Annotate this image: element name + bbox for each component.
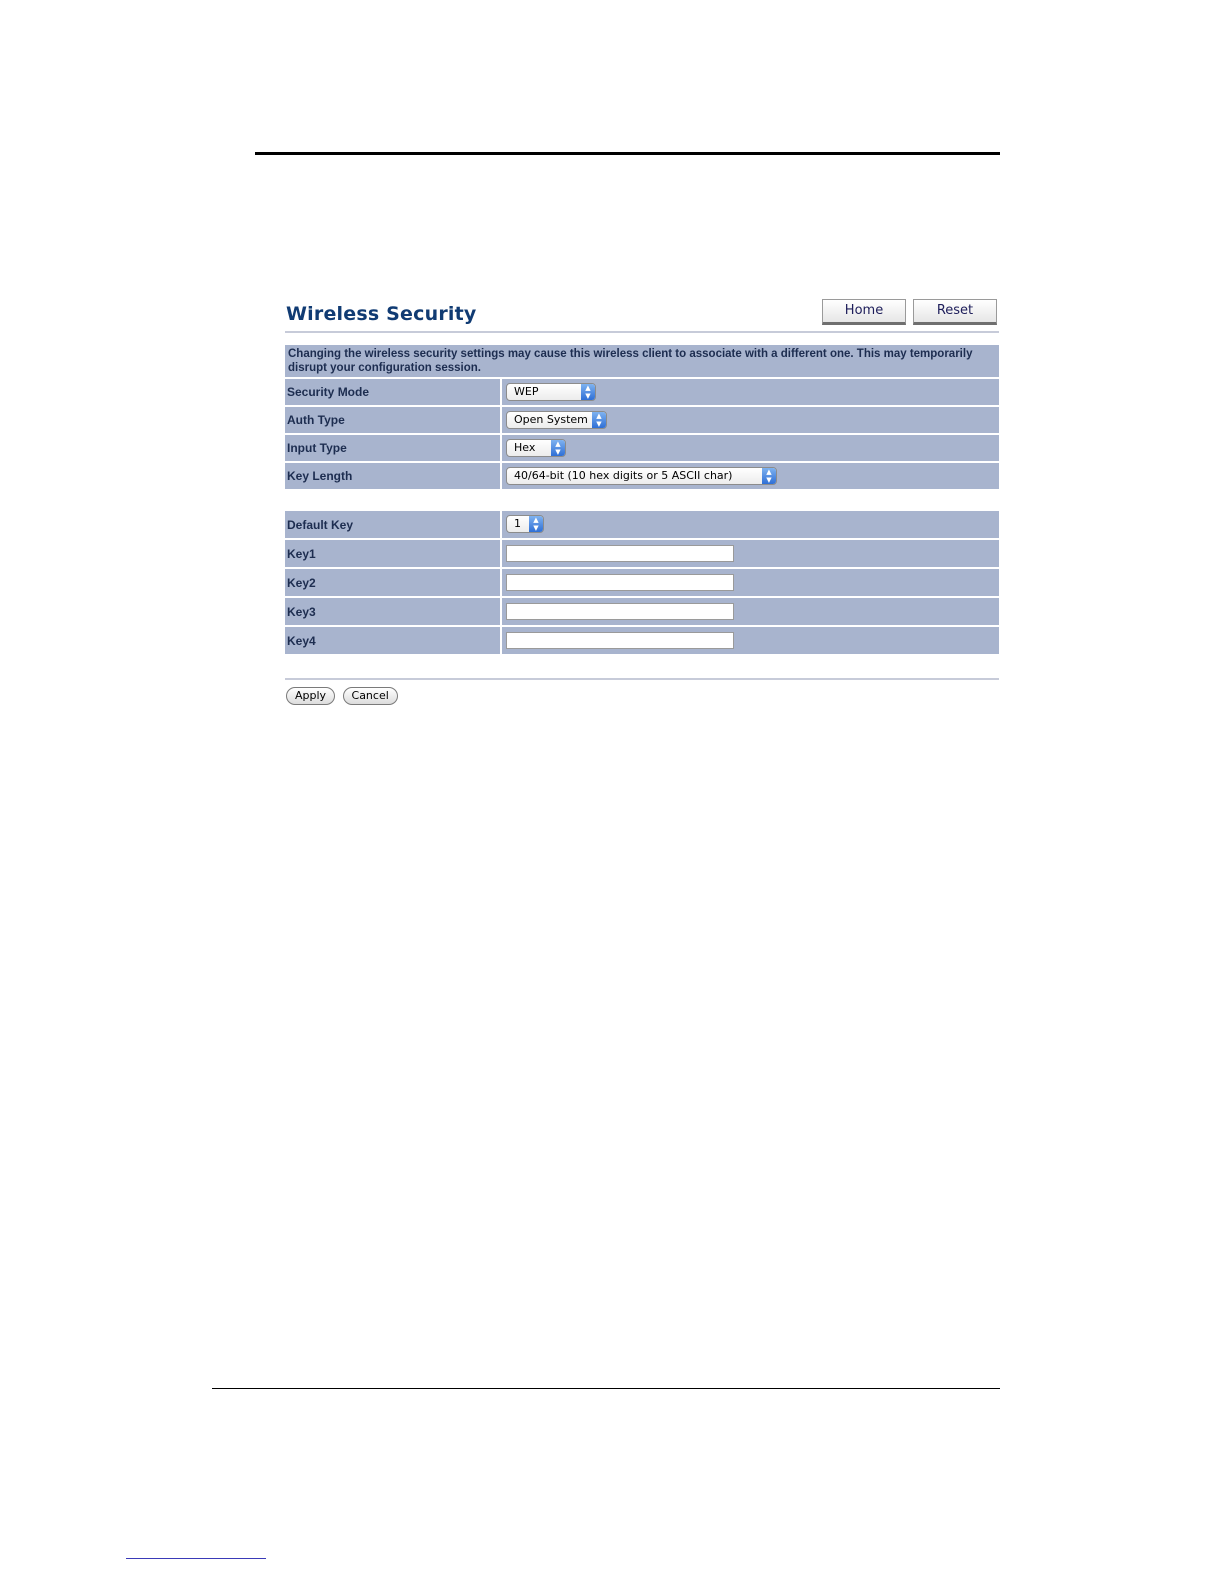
chevron-updown-icon: ▲ ▼ — [592, 412, 606, 428]
select-value: WEP — [514, 384, 539, 398]
chevron-updown-icon: ▲ ▼ — [581, 384, 595, 400]
footnote-rule — [126, 1558, 266, 1559]
header-divider — [285, 331, 999, 333]
key-row-1 — [285, 539, 999, 568]
setting-label: Auth Type — [285, 406, 501, 434]
key4-field[interactable] — [506, 632, 734, 649]
page-title: Wireless Security — [286, 303, 477, 325]
security-mode-select[interactable] — [506, 383, 596, 401]
panel-header — [285, 297, 999, 333]
setting-label: Input Type — [285, 434, 501, 462]
wireless-security-panel — [285, 297, 999, 705]
footer-divider — [285, 678, 999, 680]
cancel-button[interactable]: Cancel — [343, 687, 398, 705]
chevron-updown-icon: ▲ ▼ — [762, 468, 776, 484]
setting-label: Key2 — [285, 568, 501, 597]
setting-row-input-type — [285, 434, 999, 462]
key2-field[interactable] — [506, 574, 734, 591]
setting-label: Key Length — [285, 462, 501, 489]
key-length-select[interactable] — [506, 467, 777, 485]
setting-row-key-length — [285, 462, 999, 489]
setting-label: Default Key — [285, 510, 501, 539]
apply-button[interactable]: Apply — [286, 687, 335, 705]
select-value: Open System — [514, 412, 588, 426]
wep-keys-table — [285, 509, 999, 654]
page-bottom-rule — [212, 1388, 1000, 1389]
key-row-2 — [285, 568, 999, 597]
select-value: 40/64-bit (10 hex digits or 5 ASCII char) — [514, 468, 733, 482]
setting-row-default-key — [285, 510, 999, 539]
key3-field[interactable] — [506, 603, 734, 620]
page-top-rule — [255, 152, 1000, 155]
select-value: Hex — [514, 440, 536, 454]
security-settings-table — [285, 377, 999, 489]
key-row-3 — [285, 597, 999, 626]
setting-row-security-mode — [285, 378, 999, 406]
default-key-select[interactable] — [506, 515, 544, 533]
key1-field[interactable] — [506, 545, 734, 562]
setting-label: Key4 — [285, 626, 501, 654]
input-type-select[interactable] — [506, 439, 566, 457]
form-actions — [285, 686, 999, 705]
chevron-updown-icon: ▲ ▼ — [551, 440, 565, 456]
reset-button[interactable]: Reset — [913, 299, 997, 325]
warning-notice: Changing the wireless security settings may cause this wireless client to associate with a different one. This may temporarily disrupt your configuration session. — [285, 345, 999, 377]
setting-label: Security Mode — [285, 378, 501, 406]
home-button[interactable]: Home — [822, 299, 906, 325]
chevron-updown-icon: ▲ ▼ — [529, 516, 543, 532]
key-row-4 — [285, 626, 999, 654]
select-value: 1 — [514, 517, 521, 531]
setting-label: Key3 — [285, 597, 501, 626]
setting-row-auth-type — [285, 406, 999, 434]
setting-label: Key1 — [285, 539, 501, 568]
auth-type-select[interactable] — [506, 411, 607, 429]
